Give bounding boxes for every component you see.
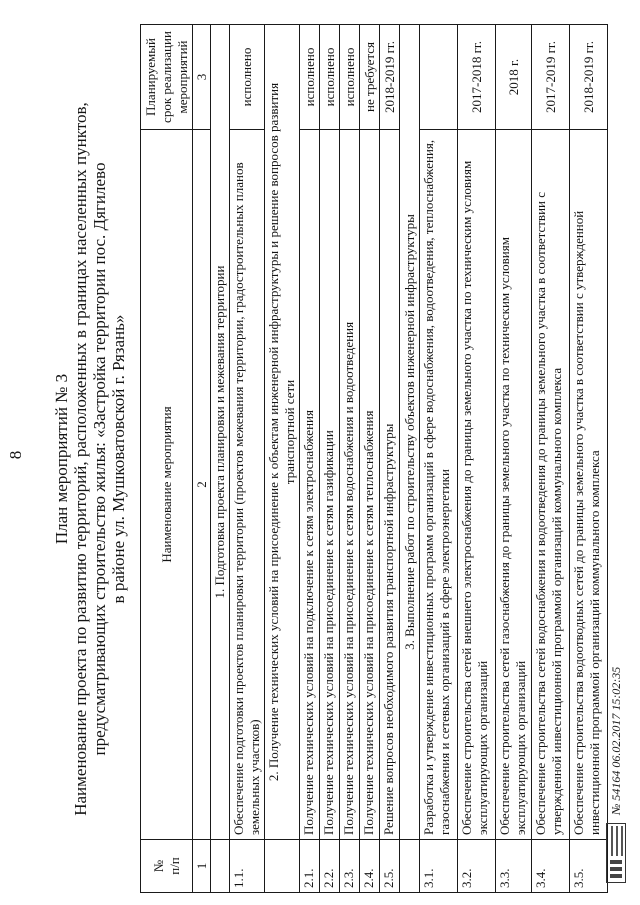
table-row bbox=[496, 25, 532, 893]
row-term: не требуется bbox=[360, 25, 380, 130]
table-row bbox=[570, 25, 608, 893]
column-number-row bbox=[193, 25, 211, 893]
column-number: 3 bbox=[193, 25, 211, 130]
stamp-logo-mark bbox=[616, 826, 618, 856]
row-name: Получение технических условий на присоединение к сетям водоснабжения и водоотведения bbox=[340, 130, 360, 840]
row-number bbox=[211, 840, 230, 893]
section-title bbox=[400, 25, 420, 840]
row-name: Обеспечение строительства сетей внешнего электроснабжения до границы земельного участка по техническим условиям эксплуатирующих организаций bbox=[458, 130, 496, 840]
row-name: Обеспечение строительства сетей водоснабжения и водоотведения до границы земельного участка в соответствии с утвержденной инвестиционной программой организаций коммунального комплекса bbox=[532, 130, 570, 840]
stamp-logo bbox=[606, 823, 626, 883]
row-name: Получение технических условий на присоединение к сетям газификации bbox=[320, 130, 340, 840]
row-name: Получение технических условий на подключение к сетям электроснабжения bbox=[300, 130, 320, 840]
row-term: 2018 г. bbox=[496, 25, 532, 130]
table-row bbox=[420, 25, 458, 893]
section-title-line: 3. Выполнение работ по строительству объектов инженерной инфраструктуры bbox=[401, 214, 417, 650]
plan-heading: План мероприятий № 3 bbox=[52, 373, 71, 545]
row-term: 2018-2019 гг. bbox=[380, 25, 400, 130]
header-number-symbol: № bbox=[150, 859, 166, 873]
row-name: Решение вопросов необходимого развития транспортной инфраструктуры bbox=[380, 130, 400, 840]
row-term: исполнено bbox=[300, 25, 320, 130]
header-name: Наименование мероприятия bbox=[141, 130, 193, 840]
row-number: 3.5. bbox=[570, 840, 608, 893]
stamp-logo-mark bbox=[610, 874, 622, 878]
row-number: 3.2. bbox=[458, 840, 496, 893]
stamp-logo-mark bbox=[610, 860, 622, 864]
registration-stamp-text: № 54164 06.02.2017 15:02:35 bbox=[609, 666, 623, 815]
table-header-row bbox=[141, 25, 193, 893]
stamp-logo-mark bbox=[611, 826, 613, 856]
row-number bbox=[265, 840, 300, 893]
row-name: Обеспечение подготовки проектов планировки территории (проектов межевания территории, градостроительных планов земельных участков) bbox=[230, 130, 265, 840]
section-row bbox=[265, 25, 300, 893]
table-row bbox=[230, 25, 265, 893]
header-number bbox=[141, 840, 193, 893]
table-row bbox=[532, 25, 570, 893]
project-title-line: Наименование проекта по развитию территорий, расположенных в границах населенных пунктов, bbox=[71, 102, 90, 816]
header-term: Планируемый срок реализации мероприятий bbox=[141, 25, 193, 130]
section-row bbox=[400, 25, 420, 893]
table-row bbox=[380, 25, 400, 893]
stamp-logo-mark bbox=[610, 867, 622, 871]
section-title-line: 1. Подготовка проекта планировки и межевания территории bbox=[212, 265, 227, 599]
page-number: 8 bbox=[6, 450, 25, 460]
row-number: 1.1. bbox=[230, 840, 265, 893]
column-number: 1 bbox=[193, 840, 211, 893]
row-term: исполнено bbox=[230, 25, 265, 130]
row-number bbox=[400, 840, 420, 893]
row-name: Получение технических условий на присоединение к сетям теплоснабжения bbox=[360, 130, 380, 840]
row-name: Обеспечение строительства водоотводных сетей до границы земельного участка в соответствии с утвержденной инвестиционной программой организаций коммунального комплекса bbox=[570, 130, 608, 840]
header-number-suffix: п/п bbox=[166, 857, 182, 875]
row-number: 3.3. bbox=[496, 840, 532, 893]
row-number: 2.4. bbox=[360, 840, 380, 893]
row-term: 2017-2019 гг. bbox=[532, 25, 570, 130]
column-number: 2 bbox=[193, 130, 211, 840]
table-row bbox=[458, 25, 496, 893]
row-term: 2017-2018 гг. bbox=[458, 25, 496, 130]
table-row bbox=[300, 25, 320, 893]
section-row bbox=[211, 25, 230, 893]
section-title bbox=[211, 25, 230, 840]
row-name: Разработка и утверждение инвестиционных программ организаций в сфере водоснабжения, водоотведения, теплоснабжения, газоснабжения и сетевых организаций в сфере электроэнергетики bbox=[420, 130, 458, 840]
row-number: 2.1. bbox=[300, 840, 320, 893]
stamp-logo-mark bbox=[621, 826, 623, 856]
row-number: 2.2. bbox=[320, 840, 340, 893]
section-title-line: 2. Получение технических условий на присоединение к объектам инженерной инфраструктуры и решение вопросов развития bbox=[266, 82, 281, 782]
row-term: исполнено bbox=[320, 25, 340, 130]
project-title-line: предусматривающих строительство жилья: «Застройка территории пос. Дягилево bbox=[90, 162, 109, 756]
table-row bbox=[360, 25, 380, 893]
row-number: 2.3. bbox=[340, 840, 360, 893]
row-term bbox=[420, 25, 458, 130]
row-number: 3.1. bbox=[420, 840, 458, 893]
table-row bbox=[320, 25, 340, 893]
section-title bbox=[265, 25, 300, 840]
section-title-line: транспортной сети bbox=[282, 379, 297, 485]
row-term: исполнено bbox=[340, 25, 360, 130]
row-number: 3.4. bbox=[532, 840, 570, 893]
project-title-line: в районе ул. Мушковатовской г. Рязань» bbox=[109, 314, 128, 604]
row-term: 2018-2019 гг. bbox=[570, 25, 608, 130]
document-title bbox=[52, 25, 128, 893]
row-name: Обеспечение строительства сетей газоснабжения до границы земельного участка по техническим условиям эксплуатирующих организаций bbox=[496, 130, 532, 840]
measures-table bbox=[140, 24, 608, 893]
table-row bbox=[340, 25, 360, 893]
row-number: 2.5. bbox=[380, 840, 400, 893]
